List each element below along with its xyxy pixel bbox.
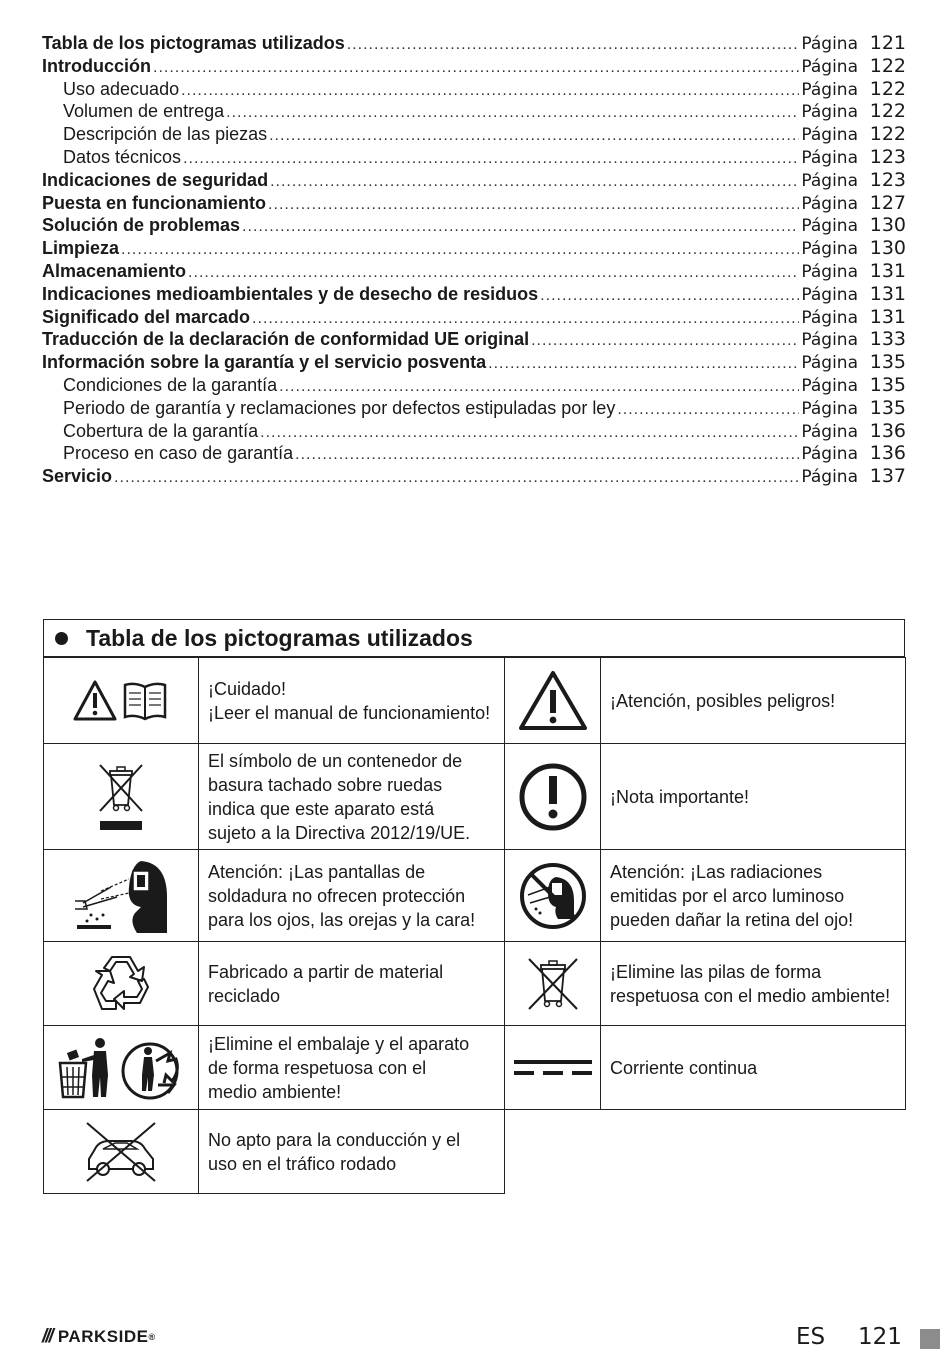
toc-leader-dots xyxy=(268,194,799,217)
toc-entry[interactable] xyxy=(42,169,906,192)
toc-page-label: Página xyxy=(801,79,858,100)
toc-entry-title: Servicio xyxy=(42,466,113,487)
toc-entry[interactable] xyxy=(42,260,906,283)
toc-entry[interactable] xyxy=(42,420,906,443)
toc-entry-title: Descripción de las piezas xyxy=(63,124,268,145)
table-row xyxy=(44,850,906,942)
toc-page-number: 122 xyxy=(869,100,906,123)
toc-page-label: Página xyxy=(801,56,858,77)
toc-entry-title: Cobertura de la garantía xyxy=(63,420,259,441)
toc-entry[interactable] xyxy=(42,374,906,397)
toc-leader-dots xyxy=(617,399,799,422)
toc-leader-dots xyxy=(153,57,799,80)
toc-entry-title: Introducción xyxy=(42,55,151,76)
toc-entry-title: Solución de problemas xyxy=(42,215,241,236)
crossed-bin-icon xyxy=(44,744,199,850)
pictogram-description: No apto para la conducción y el uso en el tráfico rodado xyxy=(199,1110,505,1194)
toc-entry[interactable] xyxy=(42,123,906,146)
toc-page-label: Página xyxy=(801,147,858,168)
toc-leader-dots xyxy=(531,330,799,353)
toc-entry[interactable] xyxy=(42,397,906,420)
toc-page-label: Página xyxy=(801,375,858,396)
warning-manual-icon xyxy=(44,658,199,744)
toc-entry[interactable] xyxy=(42,465,906,488)
toc-page-number: 131 xyxy=(869,259,906,282)
toc-page-number: 123 xyxy=(869,145,906,168)
toc-entry-title: Proceso en caso de garantía xyxy=(63,443,294,464)
toc-page-number: 137 xyxy=(869,465,906,488)
empty-cell xyxy=(601,1110,906,1194)
toc-page-number: 135 xyxy=(869,396,906,419)
pictogram-section-header xyxy=(43,619,905,657)
pictogram-description: El símbolo de un contenedor de basura tachado sobre ruedas indica que este aparato está sujeto a la Directiva 2012/19/UE. xyxy=(199,744,505,850)
toc-page-label: Página xyxy=(801,193,858,214)
toc-page-label: Página xyxy=(801,170,858,191)
table-row xyxy=(44,942,906,1026)
toc-page-label: Página xyxy=(801,421,858,442)
toc-leader-dots xyxy=(260,422,799,445)
toc-page-number: 135 xyxy=(869,351,906,374)
toc-entry-title: Información sobre la garantía y el servicio posventa xyxy=(42,352,487,373)
dispose-packaging-icon xyxy=(44,1026,199,1110)
toc-page-label: Página xyxy=(801,307,858,328)
toc-leader-dots xyxy=(226,102,799,125)
toc-entry[interactable] xyxy=(42,32,906,55)
toc-entry[interactable] xyxy=(42,100,906,123)
logo-text: PARKSIDE xyxy=(57,1327,149,1346)
toc-entry[interactable] xyxy=(42,351,906,374)
toc-page-label: Página xyxy=(801,398,858,419)
toc-leader-dots xyxy=(181,80,799,103)
parkside-logo xyxy=(42,1326,155,1348)
toc-leader-dots xyxy=(183,148,799,171)
pictogram-section-title: Tabla de los pictogramas utilizados xyxy=(86,624,473,651)
toc-leader-dots xyxy=(242,216,799,239)
toc-page-label: Página xyxy=(801,239,858,260)
toc-entry-title: Indicaciones de seguridad xyxy=(42,169,269,190)
toc-leader-dots xyxy=(188,262,799,285)
toc-page-number: 136 xyxy=(869,419,906,442)
toc-page-number: 122 xyxy=(869,77,906,100)
toc-page-label: Página xyxy=(801,216,858,237)
toc-page-number: 122 xyxy=(869,54,906,77)
toc-leader-dots xyxy=(252,308,799,331)
pictogram-description: ¡Atención, posibles peligros! xyxy=(601,658,906,744)
crossed-battery-bin-icon xyxy=(505,942,601,1026)
toc-page-number: 131 xyxy=(869,282,906,305)
toc-leader-dots xyxy=(270,171,799,194)
toc-entry[interactable] xyxy=(42,237,906,260)
warning-triangle-icon xyxy=(505,658,601,744)
toc-entry[interactable] xyxy=(42,192,906,215)
pictogram-description: Fabricado a partir de material reciclado xyxy=(199,942,505,1026)
toc-page-number: 131 xyxy=(869,305,906,328)
bullet-icon xyxy=(55,632,68,645)
pictogram-description: ¡Nota importante! xyxy=(601,744,906,850)
table-row xyxy=(44,1026,906,1110)
toc-page-number: 133 xyxy=(869,328,906,351)
table-row xyxy=(44,658,906,744)
toc-entry-title: Puesta en funcionamiento xyxy=(42,192,267,213)
toc-entry-title: Indicaciones medioambientales y de desecho de residuos xyxy=(42,283,539,304)
direct-current-icon xyxy=(505,1026,601,1110)
toc-entry[interactable] xyxy=(42,55,906,78)
toc-leader-dots xyxy=(114,467,799,490)
toc-page-label: Página xyxy=(801,330,858,351)
toc-page-number: 136 xyxy=(869,442,906,465)
toc-leader-dots xyxy=(295,444,799,467)
toc-entry-title: Uso adecuado xyxy=(63,78,180,99)
toc-entry-title: Periodo de garantía y reclamaciones por defectos estipuladas por ley xyxy=(63,397,616,418)
language-code: ES xyxy=(796,1324,826,1350)
pictogram-description: ¡Cuidado! ¡Leer el manual de funcionamiento! xyxy=(199,658,505,744)
pictogram-section xyxy=(43,619,905,1194)
logo-slashes: /// xyxy=(42,1326,52,1347)
toc-entry-title: Condiciones de la garantía xyxy=(63,374,278,395)
toc-page-number: 135 xyxy=(869,373,906,396)
pictogram-description: Corriente continua xyxy=(601,1026,906,1110)
pictogram-description: Atención: ¡Las pantallas de soldadura no ofrecen protección para los ojos, las orejas y la cara! xyxy=(199,850,505,942)
arc-radiation-icon xyxy=(505,850,601,942)
welding-screen-icon xyxy=(44,850,199,942)
toc-page-label: Página xyxy=(801,125,858,146)
pictogram-description: ¡Elimine las pilas de forma respetuosa con el medio ambiente! xyxy=(601,942,906,1026)
page-number: 121 xyxy=(858,1324,902,1350)
toc-entry[interactable] xyxy=(42,442,906,465)
toc-leader-dots xyxy=(121,239,799,262)
toc-entry-title: Tabla de los pictogramas utilizados xyxy=(42,33,345,53)
toc-leader-dots xyxy=(279,376,799,399)
toc-page-number: 121 xyxy=(869,32,906,54)
toc-entry[interactable] xyxy=(42,146,906,169)
toc-page-number: 130 xyxy=(869,237,906,260)
no-driving-icon xyxy=(44,1110,199,1194)
page-marker xyxy=(920,1329,940,1349)
toc-entry[interactable] xyxy=(42,214,906,237)
table-of-contents xyxy=(42,32,906,488)
toc-page-number: 130 xyxy=(869,214,906,237)
toc-page-label: Página xyxy=(801,467,858,488)
table-row xyxy=(44,1110,906,1194)
pictogram-table xyxy=(43,657,906,1194)
recycle-icon xyxy=(44,942,199,1026)
toc-page-number: 127 xyxy=(869,191,906,214)
pictogram-description: ¡Elimine el embalaje y el aparato de forma respetuosa con el medio ambiente! xyxy=(199,1026,505,1110)
toc-entry[interactable] xyxy=(42,306,906,329)
registered-mark: ® xyxy=(148,1332,156,1342)
toc-entry[interactable] xyxy=(42,283,906,306)
toc-page-label: Página xyxy=(801,261,858,282)
toc-leader-dots xyxy=(269,125,799,148)
toc-entry-title: Almacenamiento xyxy=(42,260,187,281)
toc-page-label: Página xyxy=(801,353,858,374)
toc-entry-title: Limpieza xyxy=(42,238,120,259)
table-row xyxy=(44,744,906,850)
pictogram-description: Atención: ¡Las radiaciones emitidas por el arco luminoso pueden dañar la retina del ojo! xyxy=(601,850,906,942)
toc-page-number: 122 xyxy=(869,123,906,146)
important-note-icon xyxy=(505,744,601,850)
toc-entry[interactable] xyxy=(42,78,906,101)
empty-cell xyxy=(505,1110,601,1194)
toc-page-label: Página xyxy=(801,284,858,305)
toc-leader-dots xyxy=(347,34,800,57)
toc-entry[interactable] xyxy=(42,328,906,351)
toc-leader-dots xyxy=(540,285,799,308)
toc-page-label: Página xyxy=(801,444,858,465)
toc-page-label: Página xyxy=(801,102,858,123)
toc-entry-title: Traducción de la declaración de conformidad UE original xyxy=(42,329,530,350)
toc-leader-dots xyxy=(488,353,799,376)
toc-page-label: Página xyxy=(801,34,858,54)
toc-entry-title: Datos técnicos xyxy=(63,146,182,167)
toc-entry-title: Significado del marcado xyxy=(42,306,251,327)
toc-page-number: 123 xyxy=(869,168,906,191)
toc-entry-title: Volumen de entrega xyxy=(63,101,225,122)
